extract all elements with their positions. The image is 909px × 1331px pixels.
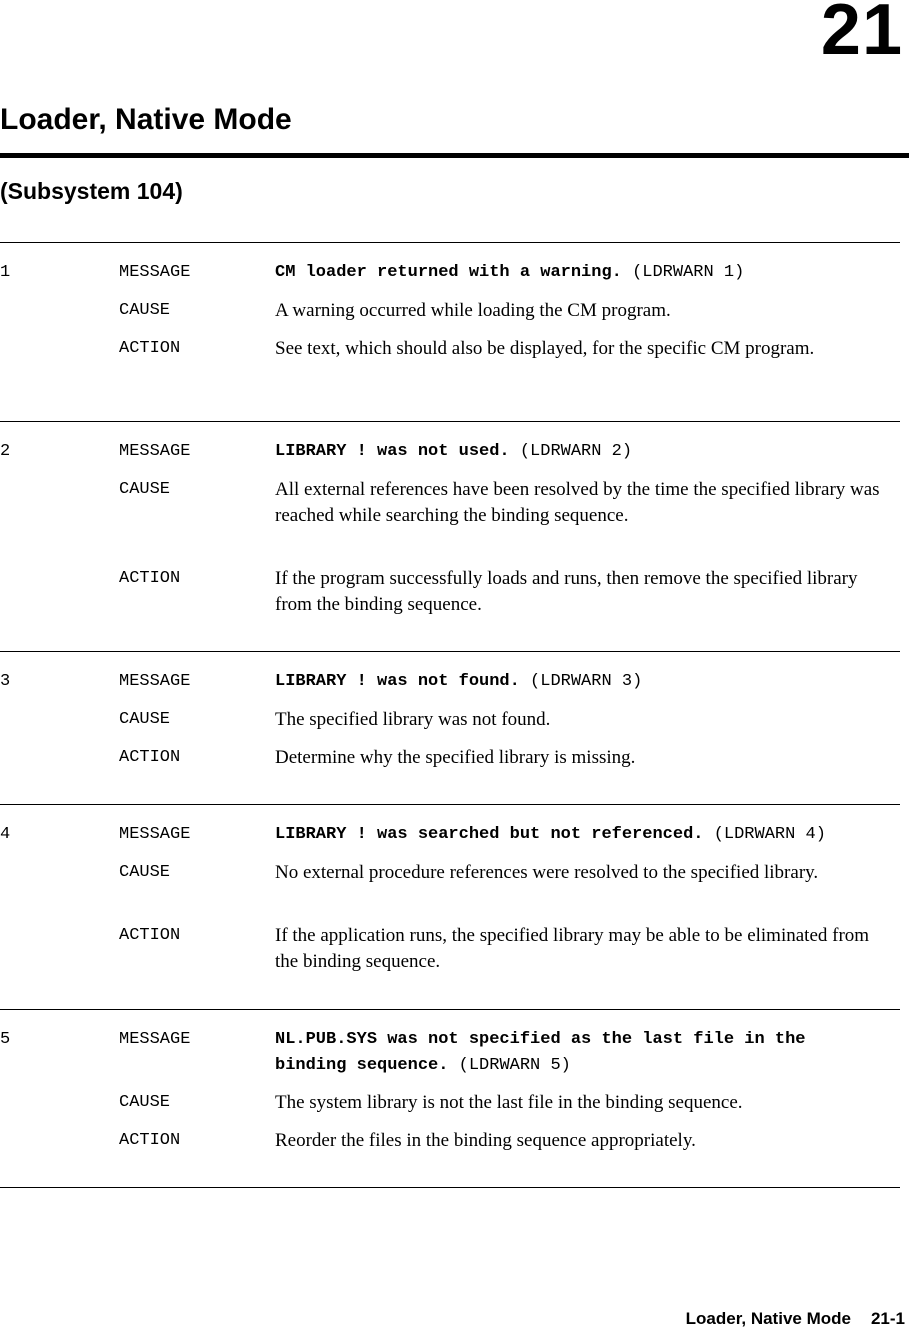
action-text: See text, which should also be displayed, for the specific CM program. bbox=[275, 338, 815, 359]
cause-text: No external procedure references were resolved to the specified library. bbox=[275, 862, 819, 883]
action-text: If the application runs, the specified library may be able to be eliminated from the binding sequence. bbox=[275, 925, 870, 972]
message-text bbox=[275, 260, 885, 286]
message-text bbox=[275, 439, 885, 465]
chapter-title: Loader, Native Mode bbox=[0, 103, 292, 136]
message-text-main: LIBRARY ! was not used. bbox=[275, 442, 510, 461]
action-text: Reorder the files in the binding sequence appropriately. bbox=[275, 1130, 696, 1151]
page-number: 21-1 bbox=[870, 1309, 905, 1328]
entry-number: 5 bbox=[0, 1030, 11, 1049]
cause-text: The specified library was not found. bbox=[275, 709, 551, 730]
footer-title: Loader, Native Mode bbox=[685, 1309, 851, 1328]
action-text: Determine why the specified library is missing. bbox=[275, 747, 636, 768]
entry-number: 4 bbox=[0, 825, 11, 844]
action-label: ACTION bbox=[119, 569, 181, 588]
action-text: If the program successfully loads and runs, then remove the specified library from the binding sequence. bbox=[275, 568, 858, 615]
message-entries bbox=[0, 242, 900, 1188]
message-entry-2 bbox=[0, 421, 900, 651]
action-label: ACTION bbox=[119, 1131, 181, 1150]
message-entry-4 bbox=[0, 804, 900, 1009]
message-text-main: NL.PUB.SYS was not specified as the last file in the binding sequence. bbox=[275, 1030, 806, 1075]
message-entry-3 bbox=[0, 651, 900, 804]
message-code: (LDRWARN 1) bbox=[632, 263, 745, 282]
entry-number: 2 bbox=[0, 442, 11, 461]
message-label: MESSAGE bbox=[119, 263, 191, 282]
message-code: (LDRWARN 5) bbox=[458, 1056, 571, 1075]
cause-text: A warning occurred while loading the CM program. bbox=[275, 300, 671, 321]
chapter-number: 21 bbox=[820, 0, 903, 70]
message-entry-1 bbox=[0, 242, 900, 421]
message-text-main: CM loader returned with a warning. bbox=[275, 263, 622, 282]
entry-number: 3 bbox=[0, 672, 11, 691]
message-label: MESSAGE bbox=[119, 672, 191, 691]
message-code: (LDRWARN 2) bbox=[519, 442, 633, 461]
message-text bbox=[275, 1027, 865, 1079]
message-text bbox=[275, 669, 885, 695]
message-label: MESSAGE bbox=[119, 442, 191, 461]
message-entry-5 bbox=[0, 1009, 900, 1188]
cause-label: CAUSE bbox=[119, 480, 171, 499]
message-code: (LDRWARN 4) bbox=[713, 825, 826, 844]
action-label: ACTION bbox=[119, 339, 181, 358]
message-text bbox=[275, 822, 885, 848]
cause-label: CAUSE bbox=[119, 710, 171, 729]
cause-text: The system library is not the last file in the binding sequence. bbox=[275, 1092, 743, 1113]
subsystem-heading: (Subsystem 104) bbox=[0, 178, 183, 204]
cause-label: CAUSE bbox=[119, 1093, 171, 1112]
entry-number: 1 bbox=[0, 263, 11, 282]
message-label: MESSAGE bbox=[119, 1030, 191, 1049]
message-text-main: LIBRARY ! was searched but not referenced. bbox=[275, 825, 704, 844]
message-text-main: LIBRARY ! was not found. bbox=[275, 672, 520, 691]
title-rule bbox=[0, 153, 909, 158]
action-label: ACTION bbox=[119, 748, 181, 767]
message-label: MESSAGE bbox=[119, 825, 191, 844]
cause-text: All external references have been resolved by the time the specified library was reached while searching the binding sequence. bbox=[275, 479, 880, 526]
page-footer bbox=[686, 1310, 905, 1329]
action-label: ACTION bbox=[119, 926, 181, 945]
cause-label: CAUSE bbox=[119, 863, 171, 882]
message-code: (LDRWARN 3) bbox=[530, 672, 643, 691]
cause-label: CAUSE bbox=[119, 301, 171, 320]
